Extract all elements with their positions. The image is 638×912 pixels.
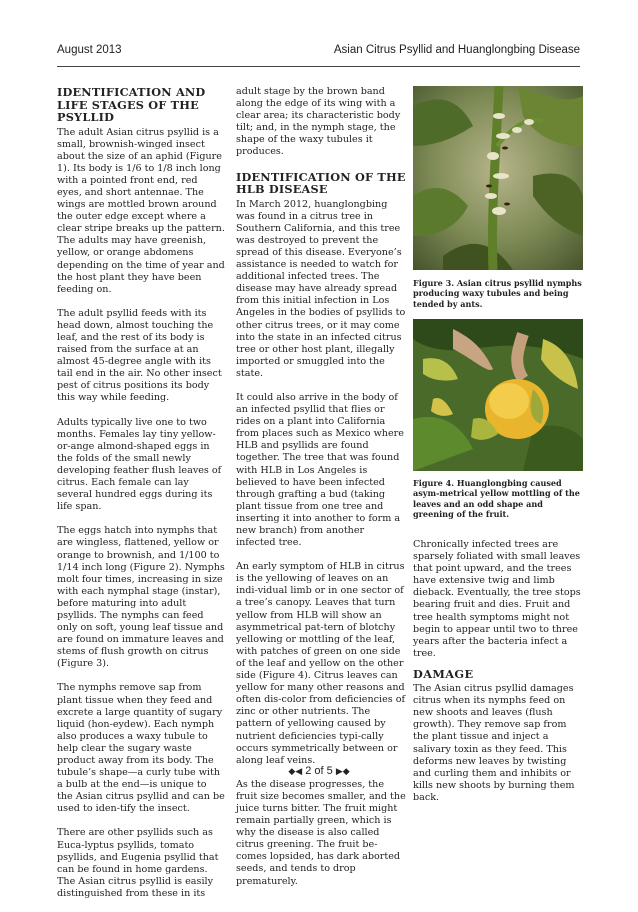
section-heading-psyllid-id: IDENTIFICATION AND LIFE STAGES OF THE PSYLLID [57, 85, 206, 124]
paragraph: The eggs hatch into nymphs that are wingless, flattened, yellow or orange to brownish, and 1/100 to 1/14 inch long (Figure 2). Nymphs molt four times, increasing in size with each nymphal stage (instar), before maturing into adult psyllids. The nymphs can feed only on soft, young leaf tissue and are found on immature leaves and stems of flush growth on citrus (Figure 3). [57, 525, 225, 670]
paragraph: Chronically infected trees are sparsely foliated with small leaves that point upward, and the trees have extensive twig and limb dieback. Eventually, the tree stops bearing fruit and dies. Fruit and tree health symptoms might not begin to appear until two to three years after the bacteria infect a tree. [413, 539, 581, 659]
paragraph: The adult psyllid feeds with its head down, almost touching the leaf, and the rest of its body is raised from the surface at an almost 45-degree angle with its tail end in the air. No other insect pest of citrus positions its body this way while feeding. [57, 307, 222, 404]
figure-4-photo [413, 319, 583, 471]
header-rule [57, 66, 580, 67]
right-diamond-icon: ▶◆ [335, 766, 350, 776]
figure-3-photo [413, 86, 583, 270]
nymphs-image [413, 86, 583, 270]
page-header [57, 44, 580, 62]
section-heading-damage: DAMAGE [413, 666, 474, 681]
column-2 [236, 86, 406, 900]
paragraph: The nymphs remove sap from plant tissue when they feed and excrete a large quantity of sugary liquid (hon-eydew). Each nymph also produces a waxy tubule to help clear the sugary waste product away from its body. The tubule’s shape—a curly tube with a bulb at the end—is unique to the Asian citrus psyllid and can be used to iden-tify the insect. [57, 682, 225, 815]
paragraph: It could also arrive in the body of an infected psyllid that flies or rides on a plant into California from places such as Mexico where HLB and psyllids are found together. The tree that was found with HLB in Los Angeles is believed to have been infected through grafting a bud (taking plant tissue from one tree and inserting it into another to form a new branch) from another infected tree. [236, 391, 404, 549]
paragraph: The adult Asian citrus psyllid is a small, brownish-winged insect about the size of an aphid (Figure 1). Its body is 1/6 to 1/8 inch long with a pointed front end, red eyes, and short antennae. The wings are mottled brown around the outer edge except where a clear stripe breaks up the pattern. The adults may have greenish, yellow, or orange abdomens depending on the time of year and the host plant they have been feeding on. [57, 126, 225, 295]
section-heading-hlb-id: IDENTIFICATION OF THE HLB DISEASE [236, 169, 406, 197]
page-footer [0, 765, 638, 777]
paragraph: In March 2012, huanglongbing was found in a citrus tree in Southern California, and this tree was destroyed to prevent the spread of this disease. Everyone’s assistance is needed to watch for additional infected trees. The disease may have already spread from this initial infection in Los Angeles in the bodies of psyllids to other citrus trees, or it may come into the state in an infected citrus tree or other host plant, illegally imported or smuggled into the state. [236, 198, 406, 379]
paragraph: Adults typically live one to two months. Females lay tiny yellow-or-ange almond-shaped eggs in the folds of the small newly developing feather flush leaves of citrus. Each female can lay several hundred eggs during its life span. [57, 416, 222, 513]
header-title: Asian Citrus Psyllid and Huanglongbing Disease [333, 44, 580, 56]
paragraph: An early symptom of HLB in citrus is the yellowing of leaves on an indi-vidual limb or in one sector of a tree’s canopy. Leaves that turn yellow from HLB will show an asymmetrical pat-tern of blotchy yellowing or mottling of the leaf, with patches of green on one side of the leaf and yellow on the other side (Figure 4). Citrus leaves can yellow for many other reasons and often dis-color from deficiencies of zinc or other nutrients. The pattern of yellowing caused by nutrient deficiencies typi-cally occurs symmetrically between or along leaf veins. [236, 561, 406, 766]
page-number: 2 of 5 [305, 765, 333, 777]
left-diamond-icon: ◆◀ [288, 766, 303, 776]
paragraph: As the disease progresses, the fruit size becomes smaller, and the juice turns bitter. The fruit might remain partially green, which is why the disease is also called citrus greening. The fruit be-comes lopsided, has dark aborted seeds, and tends to drop prematurely. [236, 778, 406, 887]
paragraph: The Asian citrus psyllid damages citrus when its nymphs feed on new shoots and leaves (flush growth). They remove sap from the plant tissue and inject a salivary toxin as they feed. This deforms new leaves by twisting and curling them and inhibits or kills new shoots by burning them back. [413, 683, 575, 803]
column-1 [57, 86, 225, 912]
header-date: August 2013 [57, 44, 122, 56]
paragraph: There are other psyllids such as Euca-lyptus psyllids, tomato psyllids, and Eugenia psyllid that can be found in home gardens. The Asian citrus psyllid is easily distinguished from these in its [57, 827, 219, 899]
figure-4-caption: Figure 4. Huanglongbing caused asym-metrical yellow mottling of the leaves and an odd shape and greening of the fruit. [413, 478, 580, 519]
paragraph: adult stage by the brown band along the edge of its wing with a clear area; its characteristic body tilt; and, in the nymph stage, the shape of the waxy tubules it produces. [236, 86, 401, 158]
hlb-fruit-image [413, 319, 583, 471]
figure-3-caption: Figure 3. Asian citrus psyllid nymphs producing waxy tubules and being tended by ants. [413, 278, 582, 309]
